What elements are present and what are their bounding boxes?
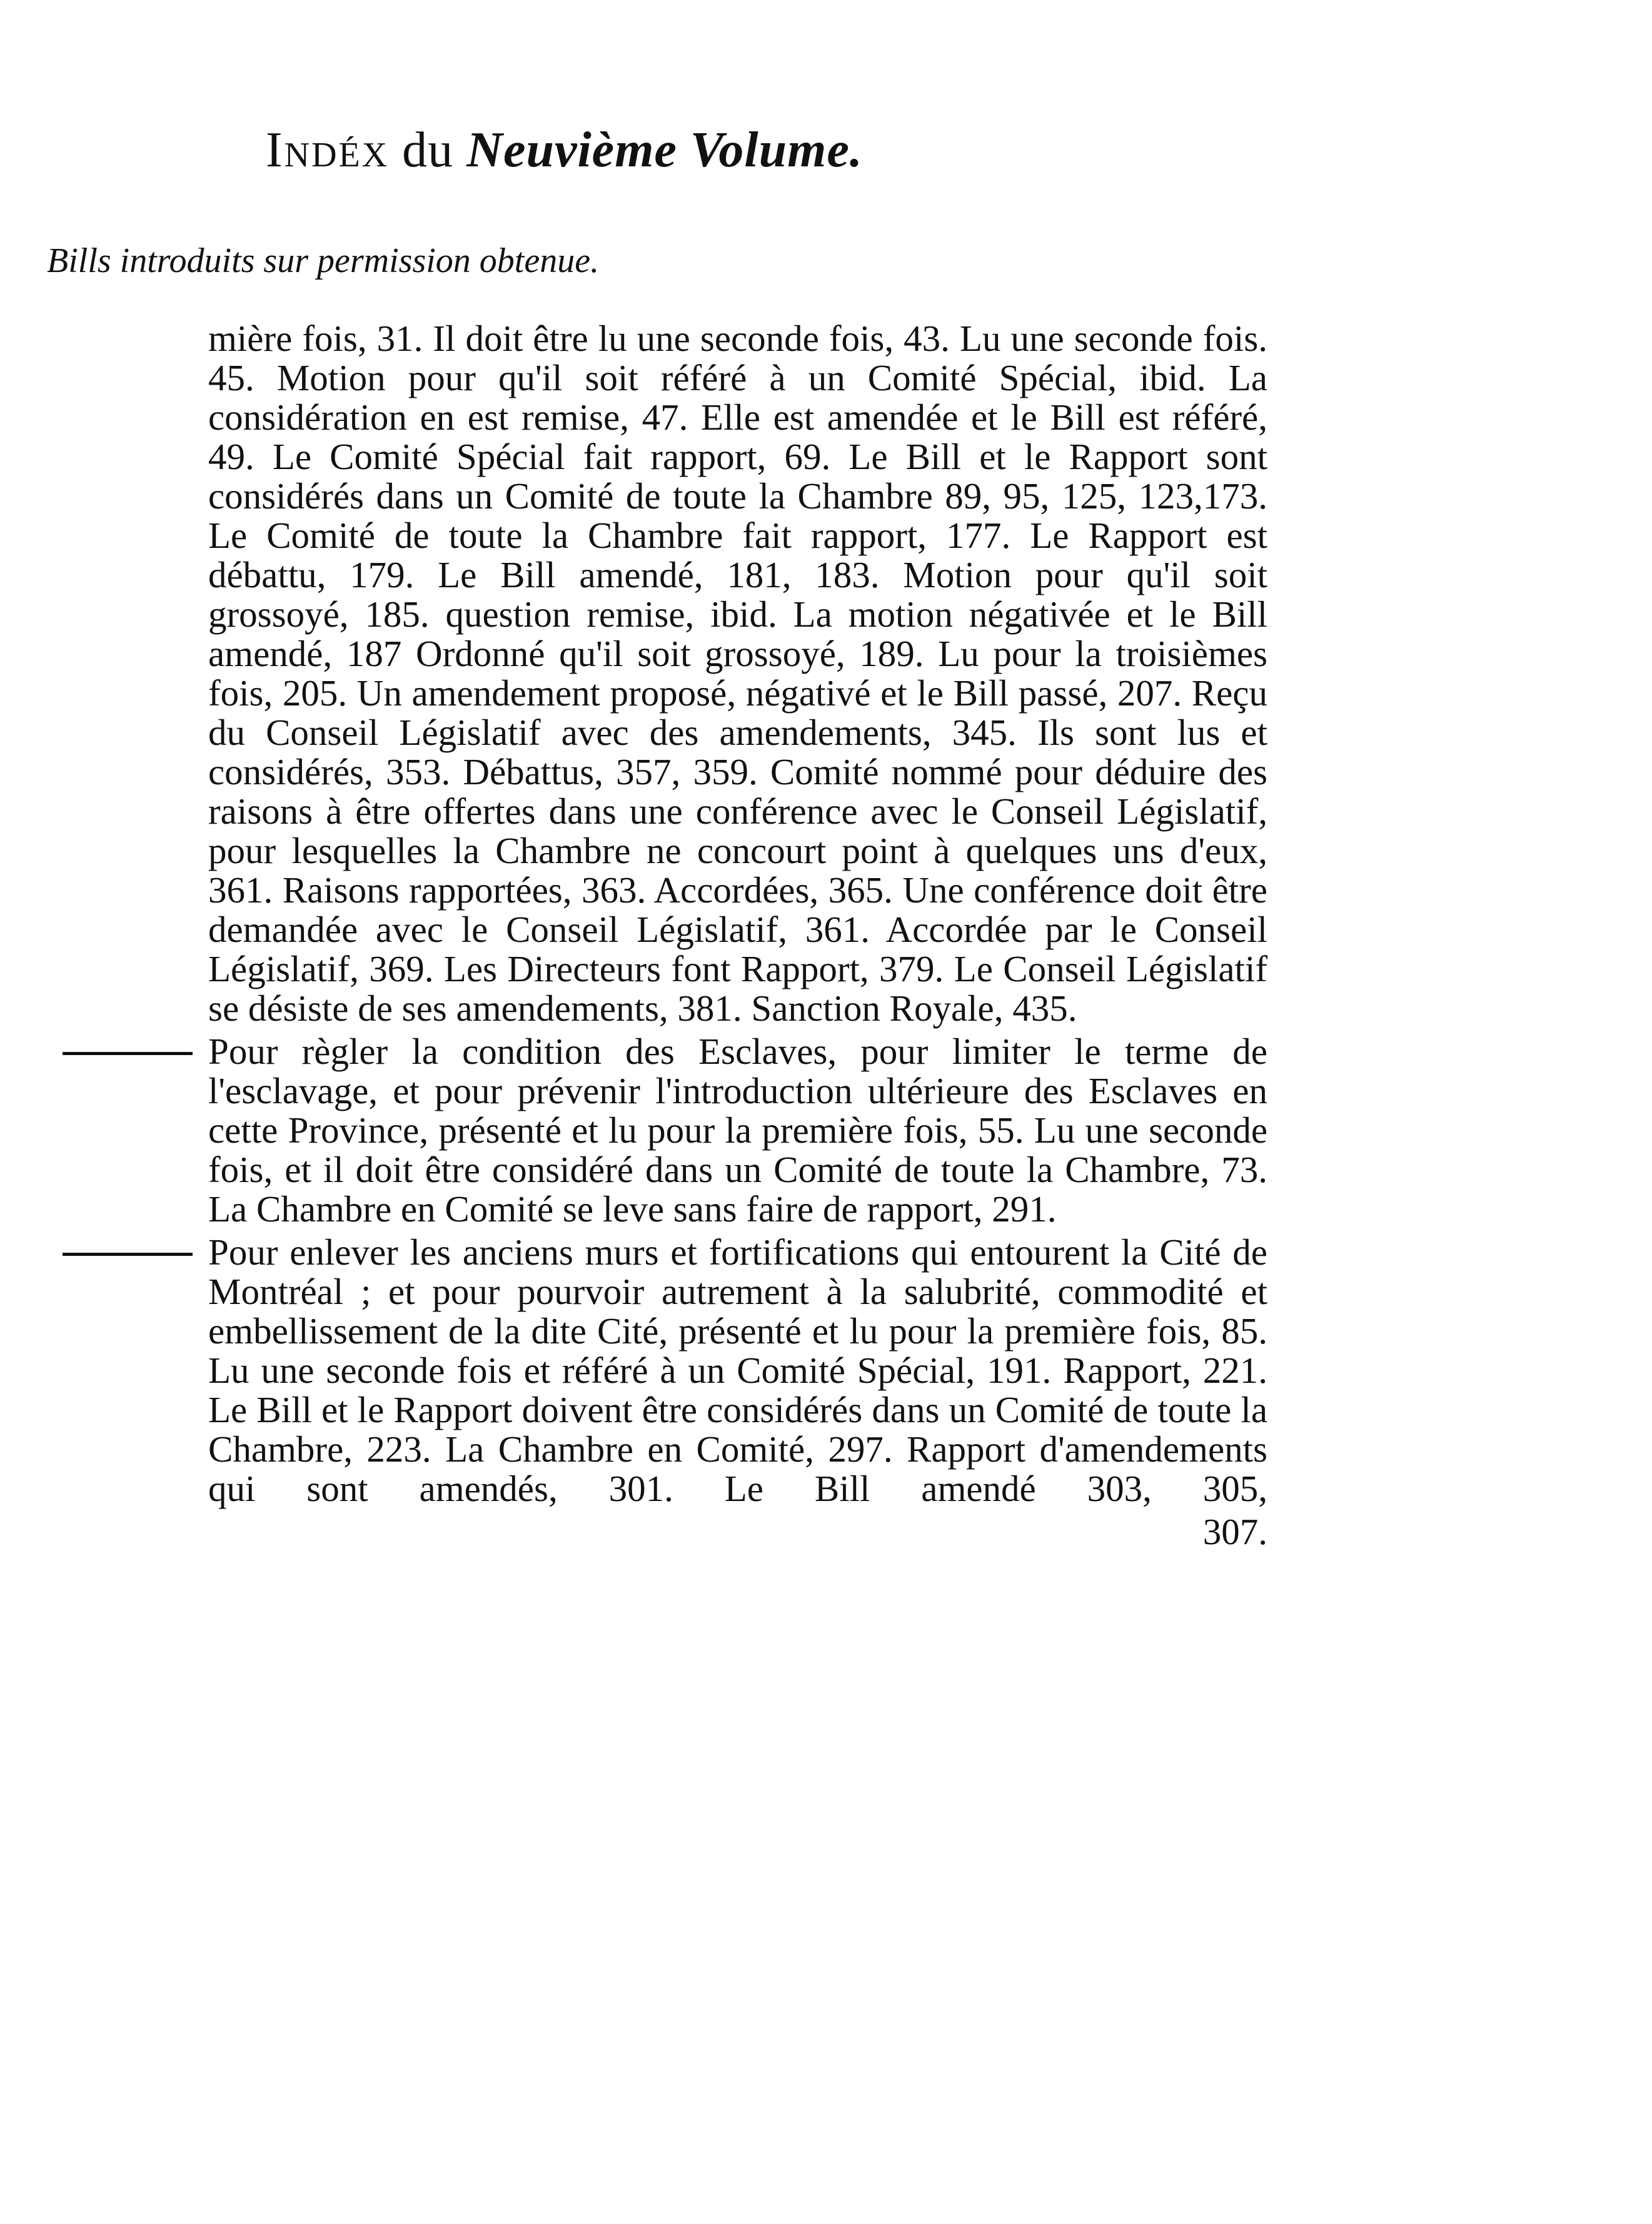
entry-dash-rule [63, 1253, 193, 1256]
running-head-volume: Neuvième Volume. [466, 123, 863, 178]
entry-dash-rule [63, 1052, 193, 1055]
index-entries [63, 319, 1269, 1552]
running-head-du: du [389, 123, 467, 178]
entry-text: mière fois, 31. Il doit être lu une seconde fois, 43. Lu une seconde fois. 45. Motion pour qu'il soit référé à un Comité Spécial, ibid. La considération en est remise, 47. Elle est amendée et le Bill est référé, 49. Le Comité Spécial fait rapport, 69. Le Bill et le Rapport sont considérés dans un Comité de toute la Chambre 89, 95, 125, 123,173. Le Comité de toute la Chambre fait rapport, 177. Le Rapport est débattu, 179. Le Bill amendé, 181, 183. Motion pour qu'il soit grossoyé, 185. question remise, ibid. La motion négativée et le Bill amendé, 187 Ordonné qu'il soit grossoyé, 189. Lu pour la troisièmes fois, 205. Un amendement proposé, négativé et le Bill passé, 207. Reçu du Conseil Législatif avec des amendements, 345. Ils sont lus et considérés, 353. Débattus, 357, 359. Comité nommé pour déduire des raisons à être offertes dans une conférence avec le Conseil Législatif, pour lesquelles la Chambre ne concourt point à quelques uns d'eux, 361. Raisons rapportées, 363. Accordées, 365. Une conférence doit être demandée avec le Conseil Législatif, 361. Accordée par le Conseil Législatif, 369. Les Directeurs font Rapport, 379. Le Conseil Législatif se désiste de ses amendements, 381. Sanction Royale, 435. [208, 318, 1267, 1029]
entry-text: Pour enlever les anciens murs et fortifications qui entourent la Cité de Montréal ; et pour pourvoir autrement à la salubrité, commodité et embellissement de la dite Cité, présenté et lu pour la première fois, 85. Lu une seconde fois et référé à un Comité Spécial, 191. Rapport, 221. Le Bill et le Rapport doivent être considérés dans un Comité de toute la Chambre, 223. La Chambre en Comité, 297. Rapport d'amendements qui sont amendés, 301. Le Bill amendé 303, 305, [208, 1231, 1267, 1509]
index-entry [63, 1032, 1269, 1229]
entry-continuation-page: 307. [1202, 1511, 1267, 1552]
index-entry [63, 319, 1269, 1028]
entry-text: Pour règler la condition des Esclaves, pour limiter le terme de l'esclavage, et pour prévenir l'introduction ultérieure des Esclaves en cette Province, présenté et lu pour la première fois, 55. Lu une seconde fois, et il doit être considéré dans un Comité de toute la Chambre, 73. La Chambre en Comité se leve sans faire de rapport, 291. [208, 1031, 1267, 1230]
section-subheading: Bills introduits sur permission obtenue. [47, 241, 600, 280]
running-head-index: Indéx [266, 123, 390, 178]
running-head [266, 122, 863, 179]
index-entry [63, 1233, 1269, 1509]
